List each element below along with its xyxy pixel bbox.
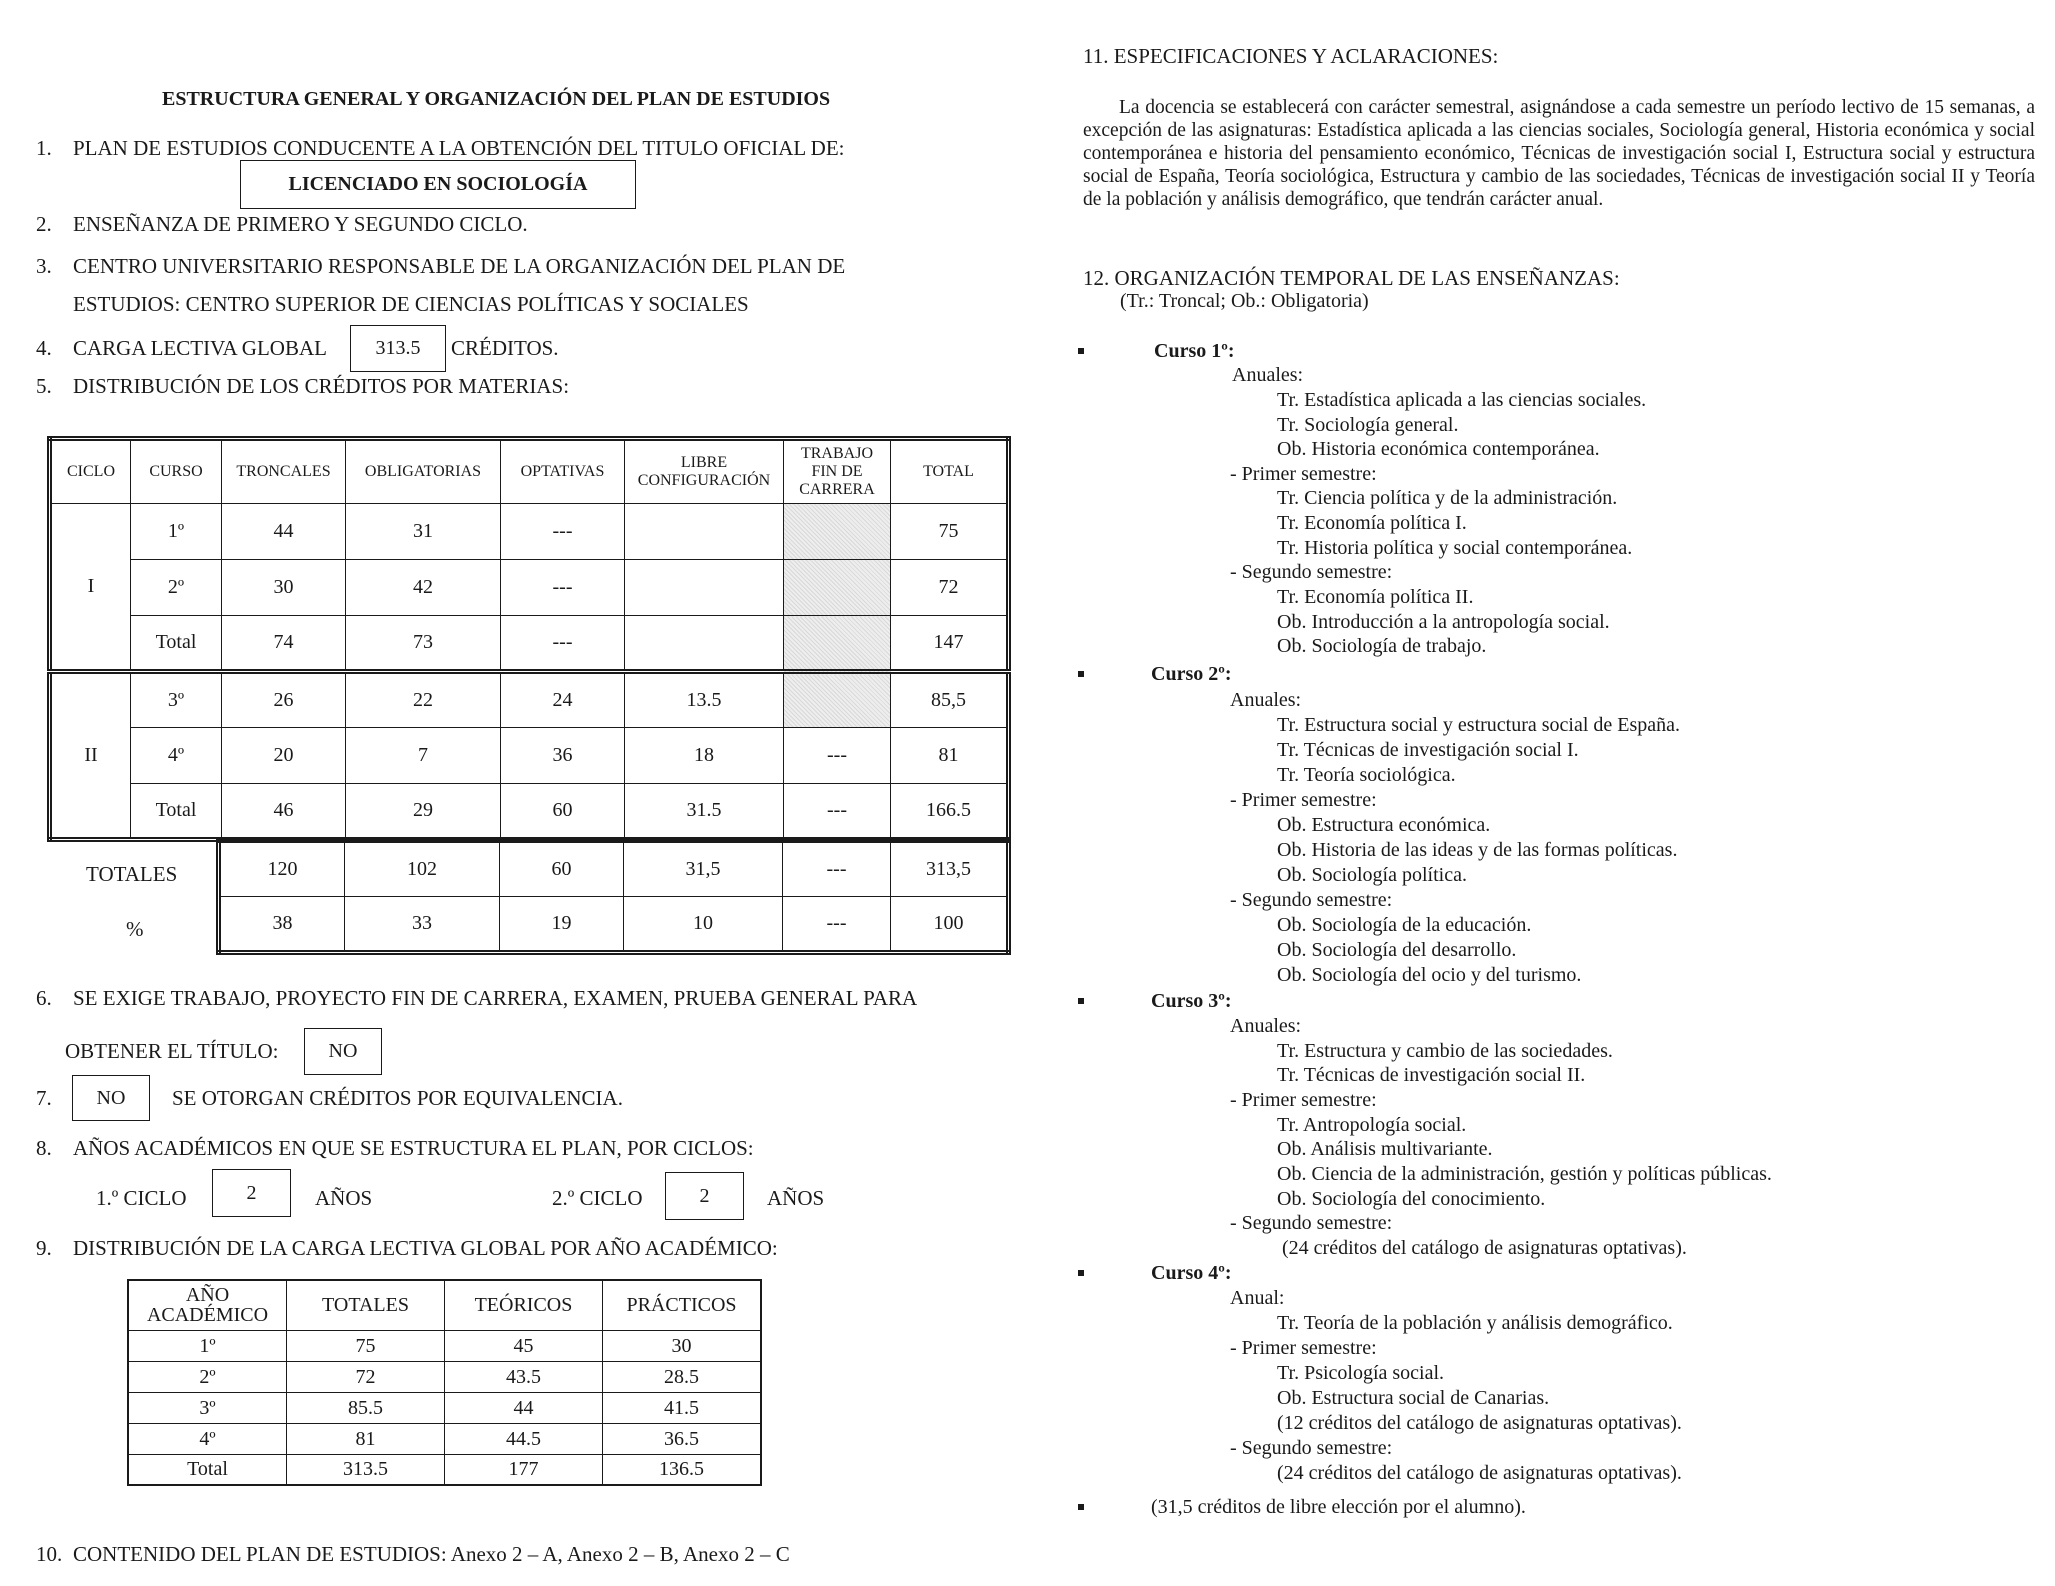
table-cell: 41.5 [603, 1392, 762, 1423]
curso1-subject: Ob. Sociología de trabajo. [1277, 635, 1487, 657]
table-cell: 147 [891, 616, 1009, 672]
table-cell: 44 [445, 1392, 603, 1423]
header-trabajo: TRABAJO FIN DE CARRERA [784, 439, 891, 504]
cycle1-years-value: 2 [246, 1181, 257, 1204]
curso1-first-semester: - Primer semestre: [1230, 463, 1377, 485]
curso3-title: Curso 3º: [1151, 990, 1232, 1012]
table-cell: 44 [222, 504, 346, 560]
curso2-subject: Ob. Sociología del ocio y del turismo. [1277, 964, 1582, 986]
percent-label: % [126, 917, 144, 941]
curso2-first-semester: - Primer semestre: [1230, 789, 1377, 811]
year-load-table [127, 1279, 762, 1486]
table-cell: Total [131, 784, 222, 840]
table-cell: 43.5 [445, 1361, 603, 1392]
table-cell: 313,5 [891, 841, 1009, 897]
final-note-bullet-icon [1078, 1504, 1084, 1510]
cycle2-years-unit: AÑOS [767, 1186, 825, 1210]
table-cell: 60 [500, 841, 624, 897]
curso4-subject: Tr. Psicología social. [1277, 1362, 1445, 1384]
curso1-subject: Tr. Economía política I. [1277, 512, 1467, 534]
item-11-paragraph: La docencia se establecerá con carácter semestral, asignándose a cada semestre un período lectivo de 15 semanas, a excepción de las asignaturas: Estadística aplicada a las ciencias sociales, Sociología general, Historia económica y social contemporánea e historia del pensamiento económico, Técnicas de investigación social I, Estructura social y estructura social de España, Teoría sociológica, Estructura y cambio de las sociedades, Técnicas de investigación social II y Teoría de la población y análisis demográfico, que tendrán carácter anual. [1083, 97, 2035, 210]
curso3-subject: (24 créditos del catálogo de asignaturas optativas). [1282, 1237, 1687, 1259]
table-cell: 75 [891, 504, 1009, 560]
curso2-subject: Ob. Sociología del desarrollo. [1277, 939, 1517, 961]
equivalence-box [72, 1075, 150, 1121]
curso4-subject: Tr. Teoría de la población y análisis demográfico. [1277, 1312, 1673, 1334]
curso3-subject: Tr. Antropología social. [1277, 1114, 1467, 1136]
item-6-number: 6. [36, 986, 52, 1010]
totals-row [219, 841, 1009, 897]
item-2-number: 2. [36, 212, 52, 236]
table-row [128, 1330, 761, 1361]
table-cell: 100 [891, 897, 1009, 953]
table-cell: 26 [222, 672, 346, 728]
item-2-text: ENSEÑANZA DE PRIMERO Y SEGUNDO CICLO. [73, 212, 528, 236]
global-load-value: 313.5 [375, 337, 421, 359]
item-7-number: 7. [36, 1086, 52, 1110]
table-cell: --- [501, 560, 625, 616]
table-cell: 38 [219, 897, 345, 953]
curso4-subject: Ob. Estructura social de Canarias. [1277, 1387, 1550, 1409]
table-row [50, 728, 1009, 784]
table-cell: 85.5 [287, 1392, 445, 1423]
header-total: TOTAL [891, 439, 1009, 504]
item-1-number: 1. [36, 136, 52, 160]
header-libre: LIBRE CONFIGURACIÓN [625, 439, 784, 504]
table-row [128, 1454, 761, 1485]
table-cell: 7 [346, 728, 501, 784]
header-troncales: TRONCALES [222, 439, 346, 504]
table-cell: 31 [346, 504, 501, 560]
table-cell: --- [501, 504, 625, 560]
header-teoricos: TEÓRICOS [445, 1280, 603, 1330]
item-3-line2: ESTUDIOS: CENTRO SUPERIOR DE CIENCIAS POLÍTICAS Y SOCIALES [73, 292, 749, 316]
item-10-number: 10. [36, 1542, 63, 1566]
table-cell: --- [783, 841, 891, 897]
table-cell: 20 [222, 728, 346, 784]
curso2-subject: Ob. Estructura económica. [1277, 814, 1491, 836]
curso2-subject: Tr. Teoría sociológica. [1277, 764, 1456, 786]
header-obligatorias: OBLIGATORIAS [346, 439, 501, 504]
table-cell [625, 504, 784, 560]
table-cell: 36 [501, 728, 625, 784]
cycle-cell: II [50, 672, 131, 840]
curso2-title: Curso 2º: [1151, 663, 1232, 685]
curso1-subject: Tr. Historia política y social contemporánea. [1277, 537, 1633, 559]
final-note: (31,5 créditos de libre elección por el alumno). [1151, 1496, 1526, 1518]
curso2-subject: Ob. Sociología de la educación. [1277, 914, 1532, 936]
table-cell: 1º [128, 1330, 287, 1361]
item-6-line1: SE EXIGE TRABAJO, PROYECTO FIN DE CARRERA, EXAMEN, PRUEBA GENERAL PARA [73, 986, 918, 1010]
curso2-subject: Ob. Sociología política. [1277, 864, 1467, 886]
table-cell: 81 [891, 728, 1009, 784]
table-cell: 10 [624, 897, 783, 953]
curso2-subject: Ob. Historia de las ideas y de las formas políticas. [1277, 839, 1678, 861]
table-cell: 3º [131, 672, 222, 728]
curso1-anuales: Anuales: [1232, 364, 1304, 386]
table-cell: 33 [345, 897, 500, 953]
percent-row [219, 897, 1009, 953]
item-12-heading: 12. ORGANIZACIÓN TEMPORAL DE LAS ENSEÑANZAS: [1083, 266, 1620, 290]
table-cell: 28.5 [603, 1361, 762, 1392]
curso3-subject: Ob. Análisis multivariante. [1277, 1138, 1493, 1160]
global-load-box [350, 325, 446, 372]
curso4-subject: (12 créditos del catálogo de asignaturas optativas). [1277, 1412, 1682, 1434]
header-practicos: PRÁCTICOS [603, 1280, 762, 1330]
table-cell: 3º [128, 1392, 287, 1423]
table-row [128, 1361, 761, 1392]
table-row [128, 1392, 761, 1423]
table-cell: --- [501, 616, 625, 672]
curso2-subject: Tr. Estructura social y estructura social de España. [1277, 714, 1681, 736]
header-ciclo: CICLO [50, 439, 131, 504]
curso3-first-semester: - Primer semestre: [1230, 1089, 1377, 1111]
table-cell: 24 [501, 672, 625, 728]
curso1-subject: Ob. Historia económica contemporánea. [1277, 438, 1600, 460]
table-cell: 13.5 [625, 672, 784, 728]
curso4-second-semester: - Segundo semestre: [1230, 1437, 1393, 1459]
table-cell: 22 [346, 672, 501, 728]
curso3-subject: Ob. Ciencia de la administración, gestión y políticas públicas. [1277, 1163, 1772, 1185]
table-cell: 72 [287, 1361, 445, 1392]
curso1-title: Curso 1º: [1154, 340, 1235, 362]
table-cell: --- [784, 784, 891, 840]
shaded-cell [784, 672, 891, 728]
table-cell: 4º [128, 1423, 287, 1454]
item-8-number: 8. [36, 1136, 52, 1160]
degree-title: LICENCIADO EN SOCIOLOGÍA [288, 173, 588, 195]
item-5-number: 5. [36, 374, 52, 398]
table-cell: 19 [500, 897, 624, 953]
item-11-heading: 11. ESPECIFICACIONES Y ACLARACIONES: [1083, 44, 1499, 68]
table-row [50, 616, 1009, 672]
table-cell: 177 [445, 1454, 603, 1485]
curso2-second-semester: - Segundo semestre: [1230, 889, 1393, 911]
curso1-subject: Tr. Sociología general. [1277, 414, 1459, 436]
cycle1-years-unit: AÑOS [315, 1186, 373, 1210]
curso1-bullet-icon [1078, 348, 1084, 354]
final-exam-value: NO [328, 1040, 358, 1062]
item-12-legend: (Tr.: Troncal; Ob.: Obligatoria) [1120, 290, 1369, 312]
credits-distribution-table [47, 436, 1011, 842]
table-cell: 74 [222, 616, 346, 672]
curso1-subject: Tr. Estadística aplicada a las ciencias sociales. [1277, 389, 1647, 411]
table-cell: 120 [219, 841, 345, 897]
item-8-text: AÑOS ACADÉMICOS EN QUE SE ESTRUCTURA EL PLAN, POR CICLOS: [73, 1136, 754, 1160]
cycle-cell: I [50, 504, 131, 672]
item-9-number: 9. [36, 1236, 52, 1260]
curso4-anual: Anual: [1230, 1287, 1285, 1309]
table-cell: --- [784, 728, 891, 784]
curso4-subject: (24 créditos del catálogo de asignaturas optativas). [1277, 1462, 1682, 1484]
shaded-cell [784, 504, 891, 560]
curso4-title: Curso 4º: [1151, 1262, 1232, 1284]
cycle2-label: 2.º CICLO [552, 1186, 643, 1210]
document-title: ESTRUCTURA GENERAL Y ORGANIZACIÓN DEL PLAN DE ESTUDIOS [162, 88, 831, 110]
table-header-row [128, 1280, 761, 1330]
curso3-second-semester: - Segundo semestre: [1230, 1212, 1393, 1234]
curso4-bullet-icon [1078, 1270, 1084, 1276]
table-cell: 81 [287, 1423, 445, 1454]
table-cell: 18 [625, 728, 784, 784]
curso2-subject: Tr. Técnicas de investigación social I. [1277, 739, 1579, 761]
table-cell: 313.5 [287, 1454, 445, 1485]
item-9-text: DISTRIBUCIÓN DE LA CARGA LECTIVA GLOBAL POR AÑO ACADÉMICO: [73, 1236, 778, 1260]
table-cell: 29 [346, 784, 501, 840]
item-10-text: CONTENIDO DEL PLAN DE ESTUDIOS: Anexo 2 – A, Anexo 2 – B, Anexo 2 – C [73, 1542, 790, 1566]
table-cell: 60 [501, 784, 625, 840]
item-5-text: DISTRIBUCIÓN DE LOS CRÉDITOS POR MATERIAS: [73, 374, 570, 398]
table-cell: 31.5 [625, 784, 784, 840]
table-cell: 30 [603, 1330, 762, 1361]
table-cell: 75 [287, 1330, 445, 1361]
curso1-subject: Tr. Ciencia política y de la administración. [1277, 487, 1618, 509]
totals-table [216, 838, 1011, 955]
table-cell: 42 [346, 560, 501, 616]
table-cell: 31,5 [624, 841, 783, 897]
table-cell: 36.5 [603, 1423, 762, 1454]
header-curso: CURSO [131, 439, 222, 504]
table-row [50, 784, 1009, 840]
shaded-cell [784, 616, 891, 672]
table-cell: Total [128, 1454, 287, 1485]
cycle2-years-box [665, 1172, 744, 1220]
header-year: AÑO ACADÉMICO [128, 1280, 287, 1330]
cycle1-label: 1.º CICLO [96, 1186, 187, 1210]
header-totales: TOTALES [287, 1280, 445, 1330]
table-row [50, 504, 1009, 560]
item-3-number: 3. [36, 254, 52, 278]
table-cell: Total [131, 616, 222, 672]
curso3-subject: Ob. Sociología del conocimiento. [1277, 1188, 1546, 1210]
curso4-first-semester: - Primer semestre: [1230, 1337, 1377, 1359]
curso1-second-semester: - Segundo semestre: [1230, 561, 1393, 583]
table-row [50, 672, 1009, 728]
degree-title-box [240, 160, 636, 209]
totales-label: TOTALES [86, 862, 178, 886]
table-cell: 166.5 [891, 784, 1009, 840]
table-cell: 102 [345, 841, 500, 897]
curso2-bullet-icon [1078, 671, 1084, 677]
item-4-number: 4. [36, 336, 52, 360]
item-7-text: SE OTORGAN CRÉDITOS POR EQUIVALENCIA. [172, 1086, 623, 1110]
curso1-subject: Ob. Introducción a la antropología social. [1277, 611, 1610, 633]
cycle1-years-box [212, 1169, 291, 1217]
table-cell: 1º [131, 504, 222, 560]
table-cell: 46 [222, 784, 346, 840]
table-cell: 4º [131, 728, 222, 784]
table-header-row [50, 439, 1009, 504]
table-cell: 2º [128, 1361, 287, 1392]
table-cell: 30 [222, 560, 346, 616]
curso3-subject: Tr. Estructura y cambio de las sociedades. [1277, 1040, 1613, 1062]
curso2-anuales: Anuales: [1230, 689, 1302, 711]
item-6-line2: OBTENER EL TÍTULO: [65, 1039, 279, 1063]
table-cell: 45 [445, 1330, 603, 1361]
item-4-post: CRÉDITOS. [451, 336, 559, 360]
header-optativas: OPTATIVAS [501, 439, 625, 504]
item-1-text: PLAN DE ESTUDIOS CONDUCENTE A LA OBTENCIÓN DEL TITULO OFICIAL DE: [73, 136, 845, 160]
table-row [50, 560, 1009, 616]
table-cell: 73 [346, 616, 501, 672]
table-cell: 72 [891, 560, 1009, 616]
table-row [128, 1423, 761, 1454]
cycle2-years-value: 2 [699, 1184, 710, 1207]
table-cell: 2º [131, 560, 222, 616]
curso3-subject: Tr. Técnicas de investigación social II. [1277, 1064, 1586, 1086]
table-cell: --- [783, 897, 891, 953]
equivalence-value: NO [96, 1086, 126, 1109]
item-4-pre: CARGA LECTIVA GLOBAL [73, 336, 327, 360]
curso3-anuales: Anuales: [1230, 1015, 1302, 1037]
final-exam-box [304, 1028, 382, 1075]
shaded-cell [784, 560, 891, 616]
curso3-bullet-icon [1078, 998, 1084, 1004]
table-cell: 85,5 [891, 672, 1009, 728]
table-cell [625, 560, 784, 616]
table-cell [625, 616, 784, 672]
item-3-line1: CENTRO UNIVERSITARIO RESPONSABLE DE LA ORGANIZACIÓN DEL PLAN DE [73, 254, 846, 278]
curso1-subject: Tr. Economía política II. [1277, 586, 1474, 608]
table-cell: 136.5 [603, 1454, 762, 1485]
table-cell: 44.5 [445, 1423, 603, 1454]
